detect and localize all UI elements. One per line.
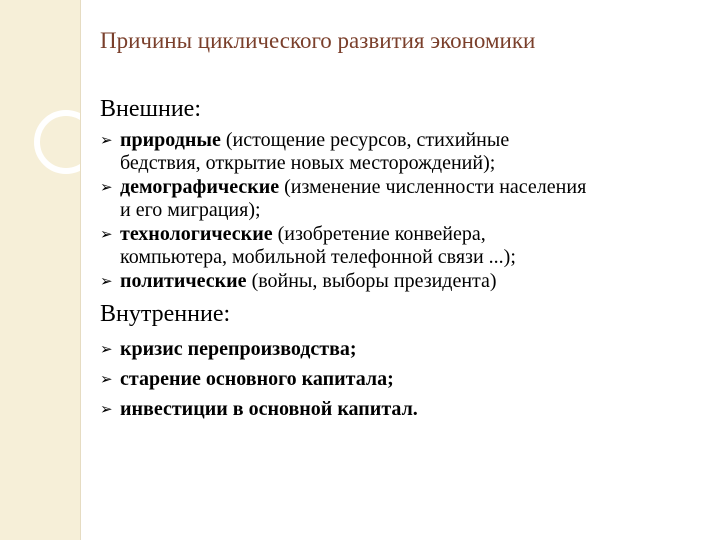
factor-term: политические	[120, 270, 247, 292]
factor-description: (изобретение конвейера,	[272, 223, 486, 245]
factor-description-continued: компьютера, мобильной телефонной связи ...);	[120, 246, 516, 268]
list-item-demographic	[100, 176, 720, 222]
list-item-political	[100, 270, 720, 293]
external-factors-list	[100, 129, 720, 293]
decorative-ring	[34, 110, 98, 174]
factor-term: старение основного капитала;	[120, 368, 394, 390]
factor-description: (истощение ресурсов, стихийные	[220, 129, 510, 151]
arrow-bullet-icon: ➢	[100, 225, 113, 243]
side-decoration-band	[0, 0, 80, 540]
internal-heading: Внутренние:	[100, 301, 231, 327]
factor-term: инвестиции в основной капитал.	[120, 398, 418, 420]
list-item-capital-aging	[100, 368, 720, 391]
slide-content	[100, 96, 720, 428]
list-item-investment	[100, 398, 720, 421]
arrow-bullet-icon: ➢	[100, 131, 113, 149]
factor-term: технологические	[120, 223, 273, 245]
arrow-bullet-icon: ➢	[100, 400, 113, 418]
arrow-bullet-icon: ➢	[100, 272, 113, 290]
arrow-bullet-icon: ➢	[100, 370, 113, 388]
factor-description-continued: и его миграция);	[120, 199, 261, 221]
arrow-bullet-icon: ➢	[100, 178, 113, 196]
list-item-overproduction	[100, 338, 720, 361]
factor-term: природные	[120, 129, 221, 151]
factor-term: кризис перепроизводства;	[120, 338, 357, 360]
factor-description: (изменение численности населения	[279, 176, 587, 198]
list-item-technological	[100, 223, 720, 269]
factor-term: демографические	[120, 176, 280, 198]
arrow-bullet-icon: ➢	[100, 340, 113, 358]
factor-description: (войны, выборы президента)	[246, 270, 497, 292]
side-divider	[80, 0, 81, 540]
internal-factors-list	[100, 338, 720, 421]
external-heading: Внешние:	[100, 96, 201, 122]
slide-title: Причины циклического развития экономики	[100, 28, 536, 53]
factor-description-continued: бедствия, открытие новых месторождений);	[120, 152, 496, 174]
list-item-natural	[100, 129, 720, 175]
